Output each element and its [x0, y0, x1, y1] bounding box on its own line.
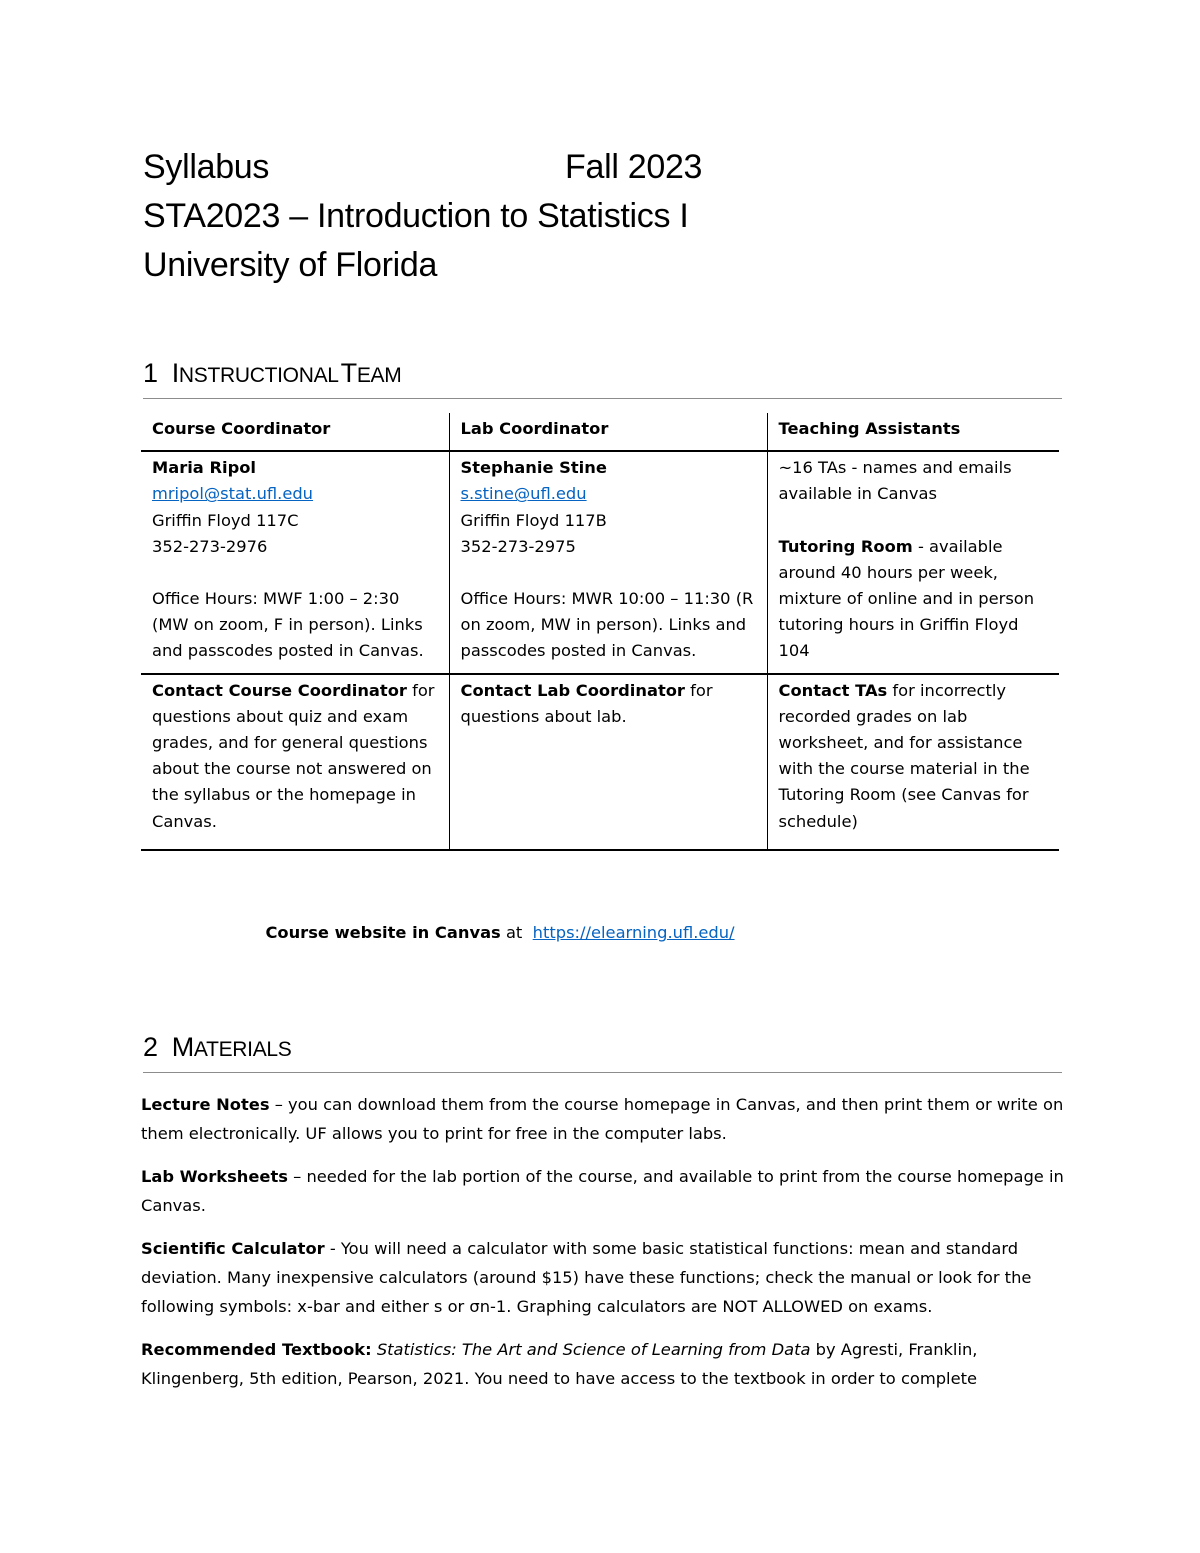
table-row-contacts [141, 674, 1059, 850]
section-number: 1 [143, 358, 158, 388]
ta-count-text: ~16 TAs - names and emails available in Canvas [778, 458, 1012, 504]
instructional-team-table [141, 413, 1059, 851]
course-website-line: Course website in Canvas at https://elearning.ufl.edu/ [265, 923, 735, 942]
column-header-teaching-assistants: Teaching Assistants [767, 413, 1059, 451]
lab-coordinator-cell [449, 451, 767, 673]
calculator-paragraph: Scientific Calculator - You will need a calculator with some basic statistical functions: mean and standard deviation. Many inexpensive calculators (around $15) have these functions; check the manual or look for the following symbols: x-bar and either s or σn-1. Graphing calculators are NOT ALLOWED on exams. [141, 1239, 1032, 1316]
contact-lab-coordinator-cell: Contact Lab Coordinator for questions about lab. [449, 674, 767, 850]
document-title [143, 143, 843, 290]
tutoring-room-text: Tutoring Room - available around 40 hours per week, mixture of online and in person tutoring hours in Griffin Floyd 104 [778, 536, 1035, 661]
column-header-course-coordinator: Course Coordinator [141, 413, 449, 451]
column-header-lab-coordinator: Lab Coordinator [449, 413, 767, 451]
university-name: University of Florida [143, 246, 438, 284]
section-heading-materials: 2 MATERIALS [143, 1030, 1062, 1073]
textbook-paragraph: Recommended Textbook: Statistics: The Art and Science of Learning from Data by Agresti, Franklin, Klingenberg, 5th edition, Pearson, 2021. You need to have access to the textbook in order to complete [141, 1340, 978, 1388]
coordinator-office-hours: Office Hours: MWF 1:00 – 2:30 (MW on zoom, F in person). Links and passcodes posted in Canvas. [152, 589, 424, 661]
table-header-row [141, 413, 1059, 451]
lab-coordinator-phone: 352-273-2975 [460, 536, 576, 556]
section-heading-instructional-team: 1 INSTRUCTIONAL TEAM [143, 356, 1062, 399]
lab-worksheets-paragraph: Lab Worksheets – needed for the lab portion of the course, and available to print from the course homepage in Canvas. [141, 1167, 1064, 1215]
contact-tas-cell: Contact TAs for incorrectly recorded grades on lab worksheet, and for assistance with the course material in the Tutoring Room (see Canvas for schedule) [767, 674, 1059, 850]
coordinator-phone: 352-273-2976 [152, 536, 268, 556]
coordinator-office: Griffin Floyd 117C [152, 510, 299, 530]
materials-list [141, 1090, 1066, 1407]
syllabus-title: Syllabus [143, 148, 270, 186]
lecture-notes-paragraph: Lecture Notes – you can download them from the course homepage in Canvas, and then print them or write on them electronically. UF allows you to print for free in the computer labs. [141, 1095, 1064, 1143]
lab-coordinator-office-hours: Office Hours: MWR 10:00 – 11:30 (R on zoom, MW in person). Links and passcodes posted in Canvas. [460, 589, 754, 661]
course-coordinator-cell [141, 451, 449, 673]
teaching-assistants-cell [767, 451, 1059, 673]
lab-coordinator-name: Stephanie Stine [460, 458, 607, 478]
coordinator-name: Maria Ripol [152, 458, 256, 478]
canvas-url-link[interactable]: https://elearning.ufl.edu/ [532, 923, 735, 942]
course-title: STA2023 – Introduction to Statistics I [143, 197, 689, 235]
section-number: 2 [143, 1032, 158, 1062]
lab-coordinator-email-link[interactable]: s.stine@ufl.edu [460, 484, 587, 504]
textbook-title: Statistics: The Art and Science of Learning from Data [376, 1340, 811, 1359]
course-website-label: Course website in Canvas [265, 923, 501, 942]
lab-coordinator-office: Griffin Floyd 117B [460, 510, 607, 530]
contact-course-coordinator-cell: Contact Course Coordinator for questions about quiz and exam grades, and for general questions about the course not answered on the syllabus or the homepage in Canvas. [141, 674, 449, 850]
title-line-1 [143, 143, 843, 192]
table-row-people [141, 451, 1059, 673]
coordinator-email-link[interactable]: mripol@stat.ufl.edu [152, 484, 313, 504]
term-label: Fall 2023 [565, 148, 703, 186]
